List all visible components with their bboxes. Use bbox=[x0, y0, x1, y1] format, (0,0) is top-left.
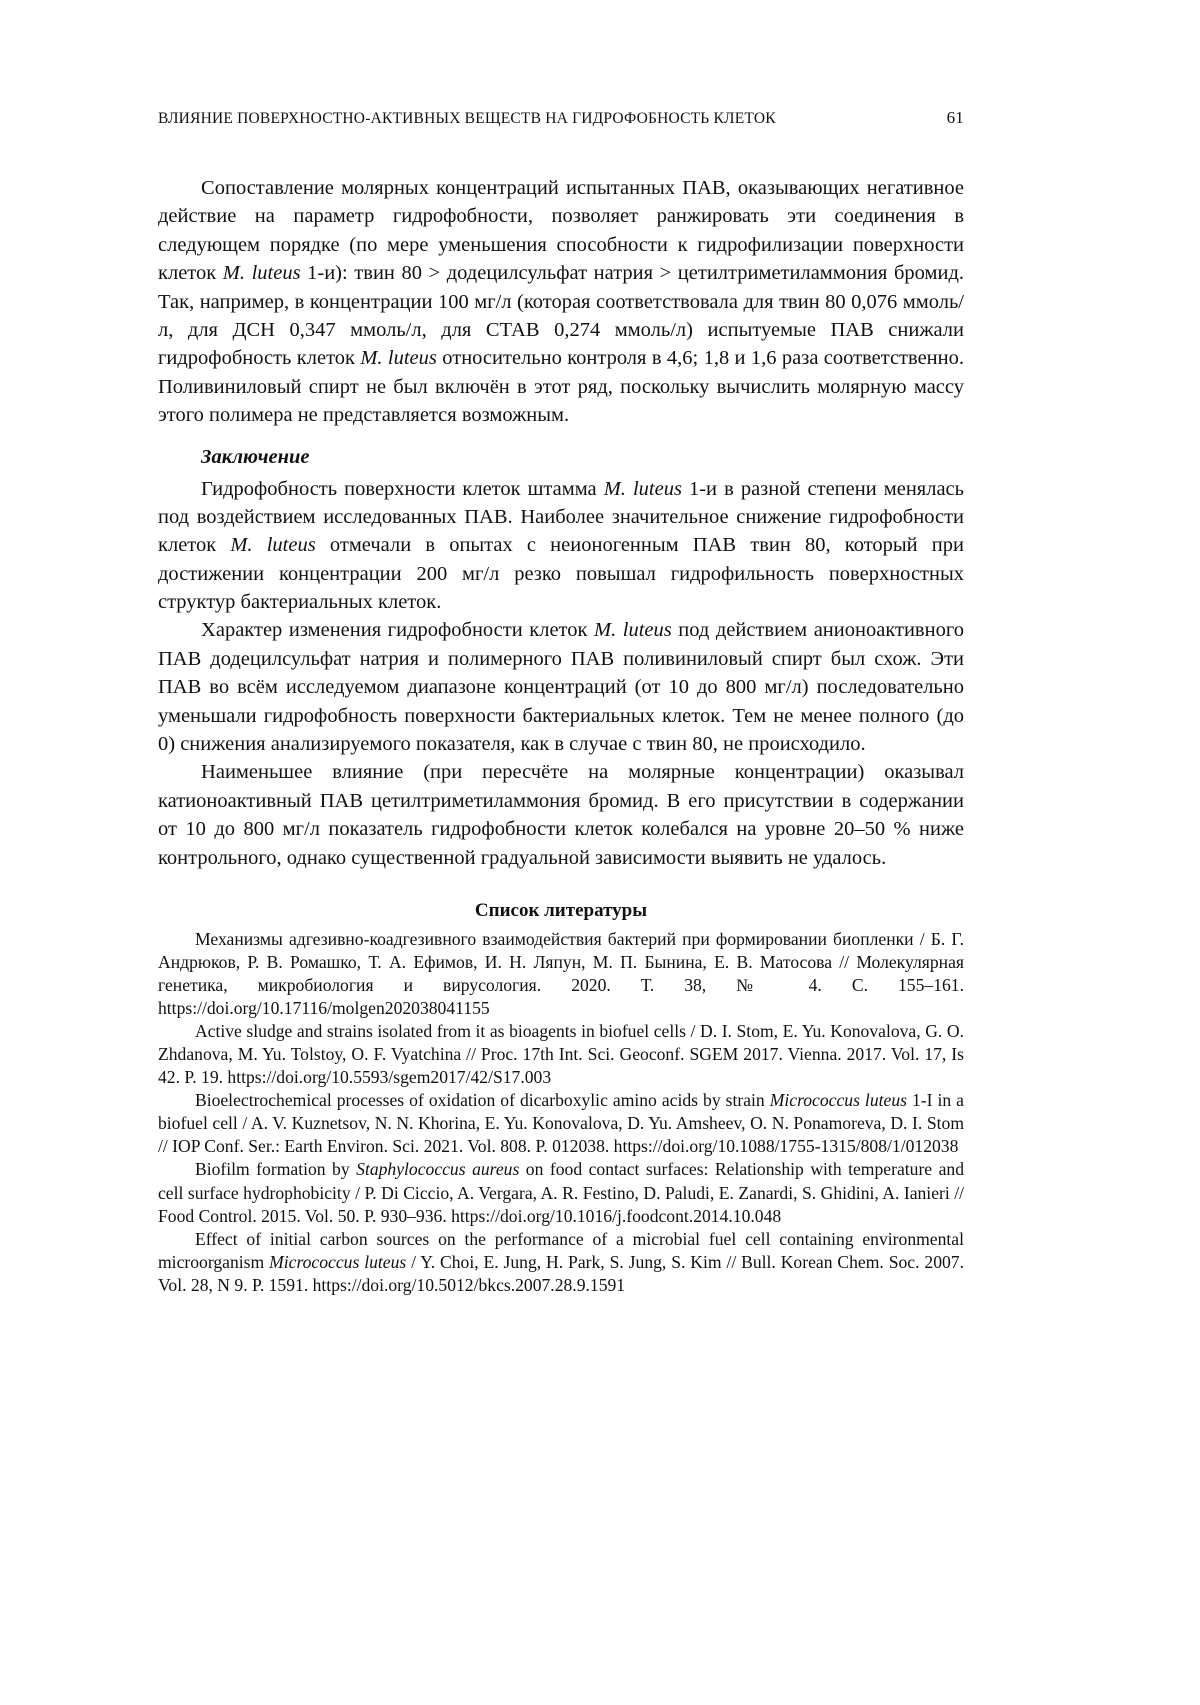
paragraph-conclusion-1-part-a: Гидрофобность поверхности клеток штамма bbox=[201, 477, 604, 500]
section-heading-conclusion: Заключение bbox=[201, 445, 310, 468]
reference-item bbox=[158, 1089, 964, 1158]
paragraph-conclusion-1 bbox=[158, 475, 964, 617]
references-heading: Список литературы bbox=[474, 899, 648, 921]
paragraph-conclusion-1-part-b: 1-и в разной степени менялась под воздействием исследованных ПАВ. Наиболее значительное снижение гидрофобности клеток bbox=[158, 477, 964, 557]
paragraph-conclusion-3: Наименьшее влияние (при пересчёте на молярные концентрации) оказывал катионоактивный ПАВ цетилтриметиламмония бромид. В его присутствии в содержании от 10 до 800 мг/л показатель гидрофобности клеток колебался на уровне 20–50 % ниже контрольного, однако существенной градуальной зависимости выявить не удалось. bbox=[158, 761, 964, 869]
reference-text-a: Механизмы адгезивно-коадгезивного взаимодействия бактерий при формировании биопленки / Б. Г. Андрюков, Р. В. Ромашко, Т. А. Ефимов, И. Н. Ляпун, М. П. Бынина, Е. В. Матосова // Молекулярная генетика, микробиология и вирусология. 2020. Т. 38, № 4. С. 155–161. https://doi.org/10.17116/molgen202038041155 bbox=[158, 928, 964, 1019]
reference-italic: Staphylococcus aureus bbox=[356, 1159, 520, 1180]
reference-italic: Micrococcus luteus bbox=[269, 1251, 407, 1272]
species-name: M. luteus bbox=[603, 477, 682, 500]
paragraph-comparison-part-b: 1-и): твин 80 > додецилсульфат натрия > цетилтриметиламмония бромид. Так, например, в концентрации 100 мг/л (которая соответствовала для твин 80 0,076 ммоль/л, для ДСН 0,347 ммоль/л, для СТАВ 0,274 ммоль/л) испытуемые ПАВ снижали гидрофобность клеток bbox=[158, 262, 964, 370]
reference-text-a: Bioelectrochemical processes of oxidation of dicarboxylic amino acids by strain bbox=[194, 1090, 770, 1111]
reference-text-a: Active sludge and strains isolated from it as bioagents in biofuel cells / D. I. Stom, E. Yu. Konovalova, G. O. Zhdanova, M. Yu. Tolstoy, O. F. Vyatchina // Proc. 17th Int. Sci. Geoconf. SGEM 2017. Vienna. 2017. Vol. 17, Is 42. P. 19. https://doi.org/10.5593/sgem2017/42/S17.003 bbox=[158, 1021, 964, 1088]
species-name: M. luteus bbox=[360, 347, 437, 370]
paragraph-conclusion-2-part-b: под действием анионоактивного ПАВ додецилсульфат натрия и полимерного ПАВ поливиниловый спирт был схож. Эти ПАВ во всём исследуемом диапазоне концентраций (от 10 до 800 мг/л) последовательно уменьшали гидрофобность поверхности бактериальных клеток. Тем не менее полного (до 0) снижения анализируемого показателя, как в случае с твин 80, не происходило. bbox=[158, 619, 964, 756]
species-name: M. luteus bbox=[594, 619, 672, 642]
page-content bbox=[158, 108, 964, 1297]
paragraph-comparison-part-a: Сопоставление молярных концентраций испытанных ПАВ, оказывающих негативное действие на параметр гидрофобности, позволяет ранжировать эти соединения в следующем порядке (по мере уменьшения способности к гидрофилизации поверхности клеток bbox=[158, 177, 964, 285]
reference-text-a: Effect of initial carbon sources on the performance of a microbial fuel cell containing environmental microorganism bbox=[158, 1228, 964, 1272]
running-head-title: ВЛИЯНИЕ ПОВЕРХНОСТНО-АКТИВНЫХ ВЕЩЕСТВ НА ГИДРОФОБНОСТЬ КЛЕТОК bbox=[158, 110, 776, 127]
reference-italic: Micrococcus luteus bbox=[769, 1090, 907, 1111]
species-name: M. luteus bbox=[230, 534, 316, 557]
reference-item bbox=[158, 1158, 964, 1227]
reference-text-b: / Y. Choi, E. Jung, H. Park, S. Jung, S. Kim // Bull. Korean Chem. Soc. 2007. Vol. 28, N 9. P. 1591. https://doi.org/10.5012/bkcs.2007.28.9.1591 bbox=[158, 1251, 964, 1295]
page-number: 61 bbox=[946, 108, 964, 127]
reference-text-b: on food contact surfaces: Relationship with temperature and cell surface hydrophobicity / P. Di Ciccio, A. Vergara, A. R. Festino, D. Paludi, E. Zanardi, S. Ghidini, A. Ianieri // Food Control. 2015. Vol. 50. P. 930–936. https://doi.org/10.1016/j.foodcont.2014.10.048 bbox=[158, 1159, 965, 1226]
paragraph-comparison-part-c: относительно контроля в 4,6; 1,8 и 1,6 раза соответственно. Поливиниловый спирт не был включён в этот ряд, поскольку вычислить молярную массу этого полимера не представляется возможным. bbox=[158, 347, 964, 427]
reference-text-b: 1-I in a biofuel cell / A. V. Kuznetsov, N. N. Khorina, E. Yu. Konovalova, D. Yu. Amsheev, O. N. Ponamoreva, D. I. Stom // IOP Conf. Ser.: Earth Environ. Sci. 2021. Vol. 808. P. 012038. https://doi.org/10.1088/1755-1315/808/1/012038 bbox=[158, 1090, 964, 1157]
reference-item bbox=[158, 1228, 964, 1297]
paragraph-conclusion-2 bbox=[158, 616, 964, 758]
reference-item bbox=[158, 928, 964, 1020]
reference-item bbox=[158, 1020, 964, 1089]
paragraph-conclusion-2-part-a: Характер изменения гидрофобности клеток bbox=[201, 619, 594, 642]
running-head bbox=[158, 108, 964, 128]
reference-text-a: Biofilm formation by bbox=[194, 1159, 357, 1180]
species-name: M. luteus bbox=[222, 262, 301, 285]
paragraph-conclusion-1-part-c: отмечали в опытах с неионогенным ПАВ твин 80, который при достижении концентрации 200 мг/л резко повышал гидрофильность поверхностных структур бактериальных клеток. bbox=[158, 534, 964, 614]
paragraph-comparison bbox=[158, 174, 964, 430]
